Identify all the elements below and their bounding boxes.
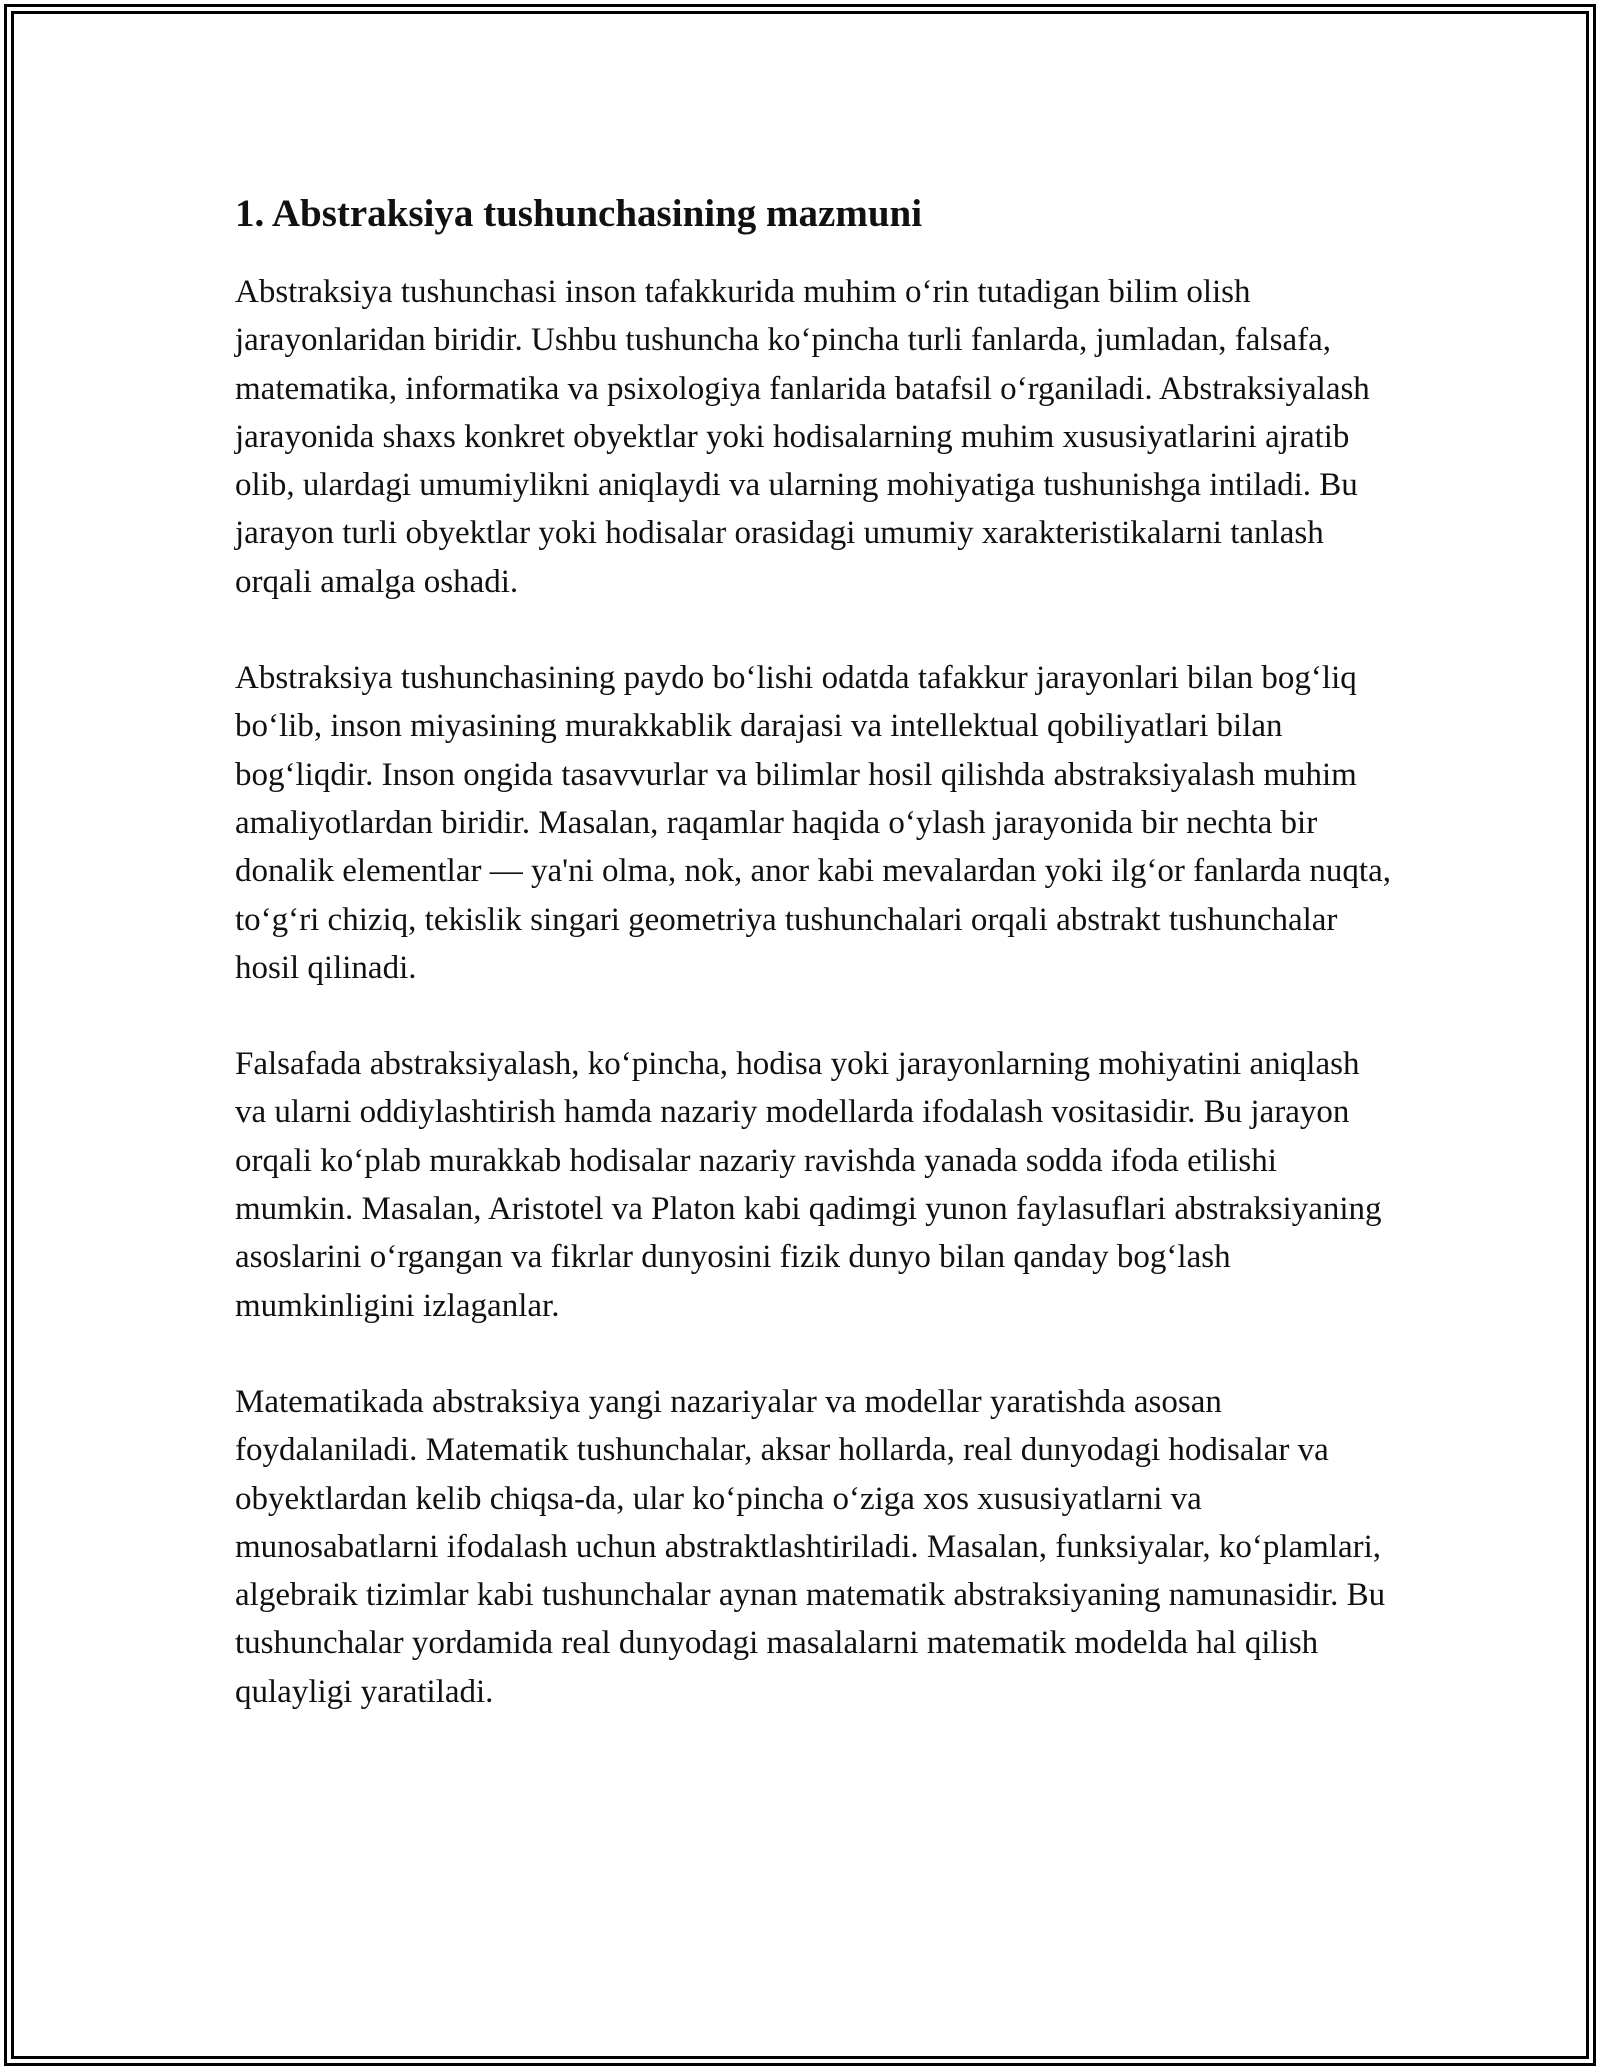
paragraph-1: Abstraksiya tushunchasi inson tafakkurida muhim o‘rin tutadigan bilim olish jarayonlaridan biridir. Ushbu tushuncha ko‘pincha turli fanlarda, jumladan, falsafa, matematika, informatika va psixologiya fanlarida batafsil o‘rganiladi. Abstraksiyalash jarayonida shaxs konkret obyektlar yoki hodisalarning muhim xususiyatlarini ajratib olib, ulardagi umumiylikni aniqlaydi va ularning mohiyatiga tushunishga intiladi. Bu jarayon turli obyektlar yoki hodisalar orasidagi umumiy xarakteristikalarni tanlash orqali amalga oshadi. <box>235 274 1370 600</box>
paragraph-3: Falsafada abstraksiyalash, ko‘pincha, hodisa yoki jarayonlarning mohiyatini aniqlash va ularni oddiylashtirish hamda nazariy modellarda ifodalash vositasidir. Bu jarayon orqali ko‘plab murakkab hodisalar nazariy ravishda yanada sodda ifoda etilishi mumkin. Masalan, Aristotel va Platon kabi qadimgi yunon faylasuflari abstraksiyaning asoslarini o‘rgangan va fikrlar dunyosini fizik dunyo bilan qanday bog‘lash mumkinligini izlaganlar. <box>235 1046 1382 1324</box>
document-body <box>235 186 1395 1764</box>
paragraph-4: Matematikada abstraksiya yangi nazariyalar va modellar yaratishda asosan foydalaniladi. Matematik tushunchalar, aksar hollarda, real dunyodagi hodisalar va obyektlardan kelib chiqsa-da, ular ko‘pincha o‘ziga xos xususiyatlarni va munosabatlarni ifodalash uchun abstraktlashtiriladi. Masalan, funksiyalar, ko‘plamlari, algebraik tizimlar kabi tushunchalar aynan matematik abstraksiyaning namunasidir. Bu tushunchalar yordamida real dunyodagi masalalarni matematik modelda hal qilish qulayligi yaratiladi. <box>235 1383 1386 1710</box>
paragraph-2: Abstraksiya tushunchasining paydo bo‘lishi odatda tafakkur jarayonlari bilan bog‘liq bo‘lib, inson miyasining murakkablik darajasi va intellektual qobiliyatlari bilan bog‘liqdir. Inson ongida tasavvurlar va bilimlar hosil qilishda abstraksiyalash muhim amaliyotlardan biridir. Masalan, raqamlar haqida o‘ylash jarayonida bir nechta bir donalik elementlar — ya'ni olma, nok, anor kabi mevalardan yoki ilg‘or fanlarda nuqta, to‘g‘ri chiziq, tekislik singari geometriya tushunchalari orqali abstrakt tushunchalar hosil qilinadi. <box>235 660 1391 986</box>
section-heading: 1. Abstraksiya tushunchasining mazmuni <box>235 192 923 235</box>
